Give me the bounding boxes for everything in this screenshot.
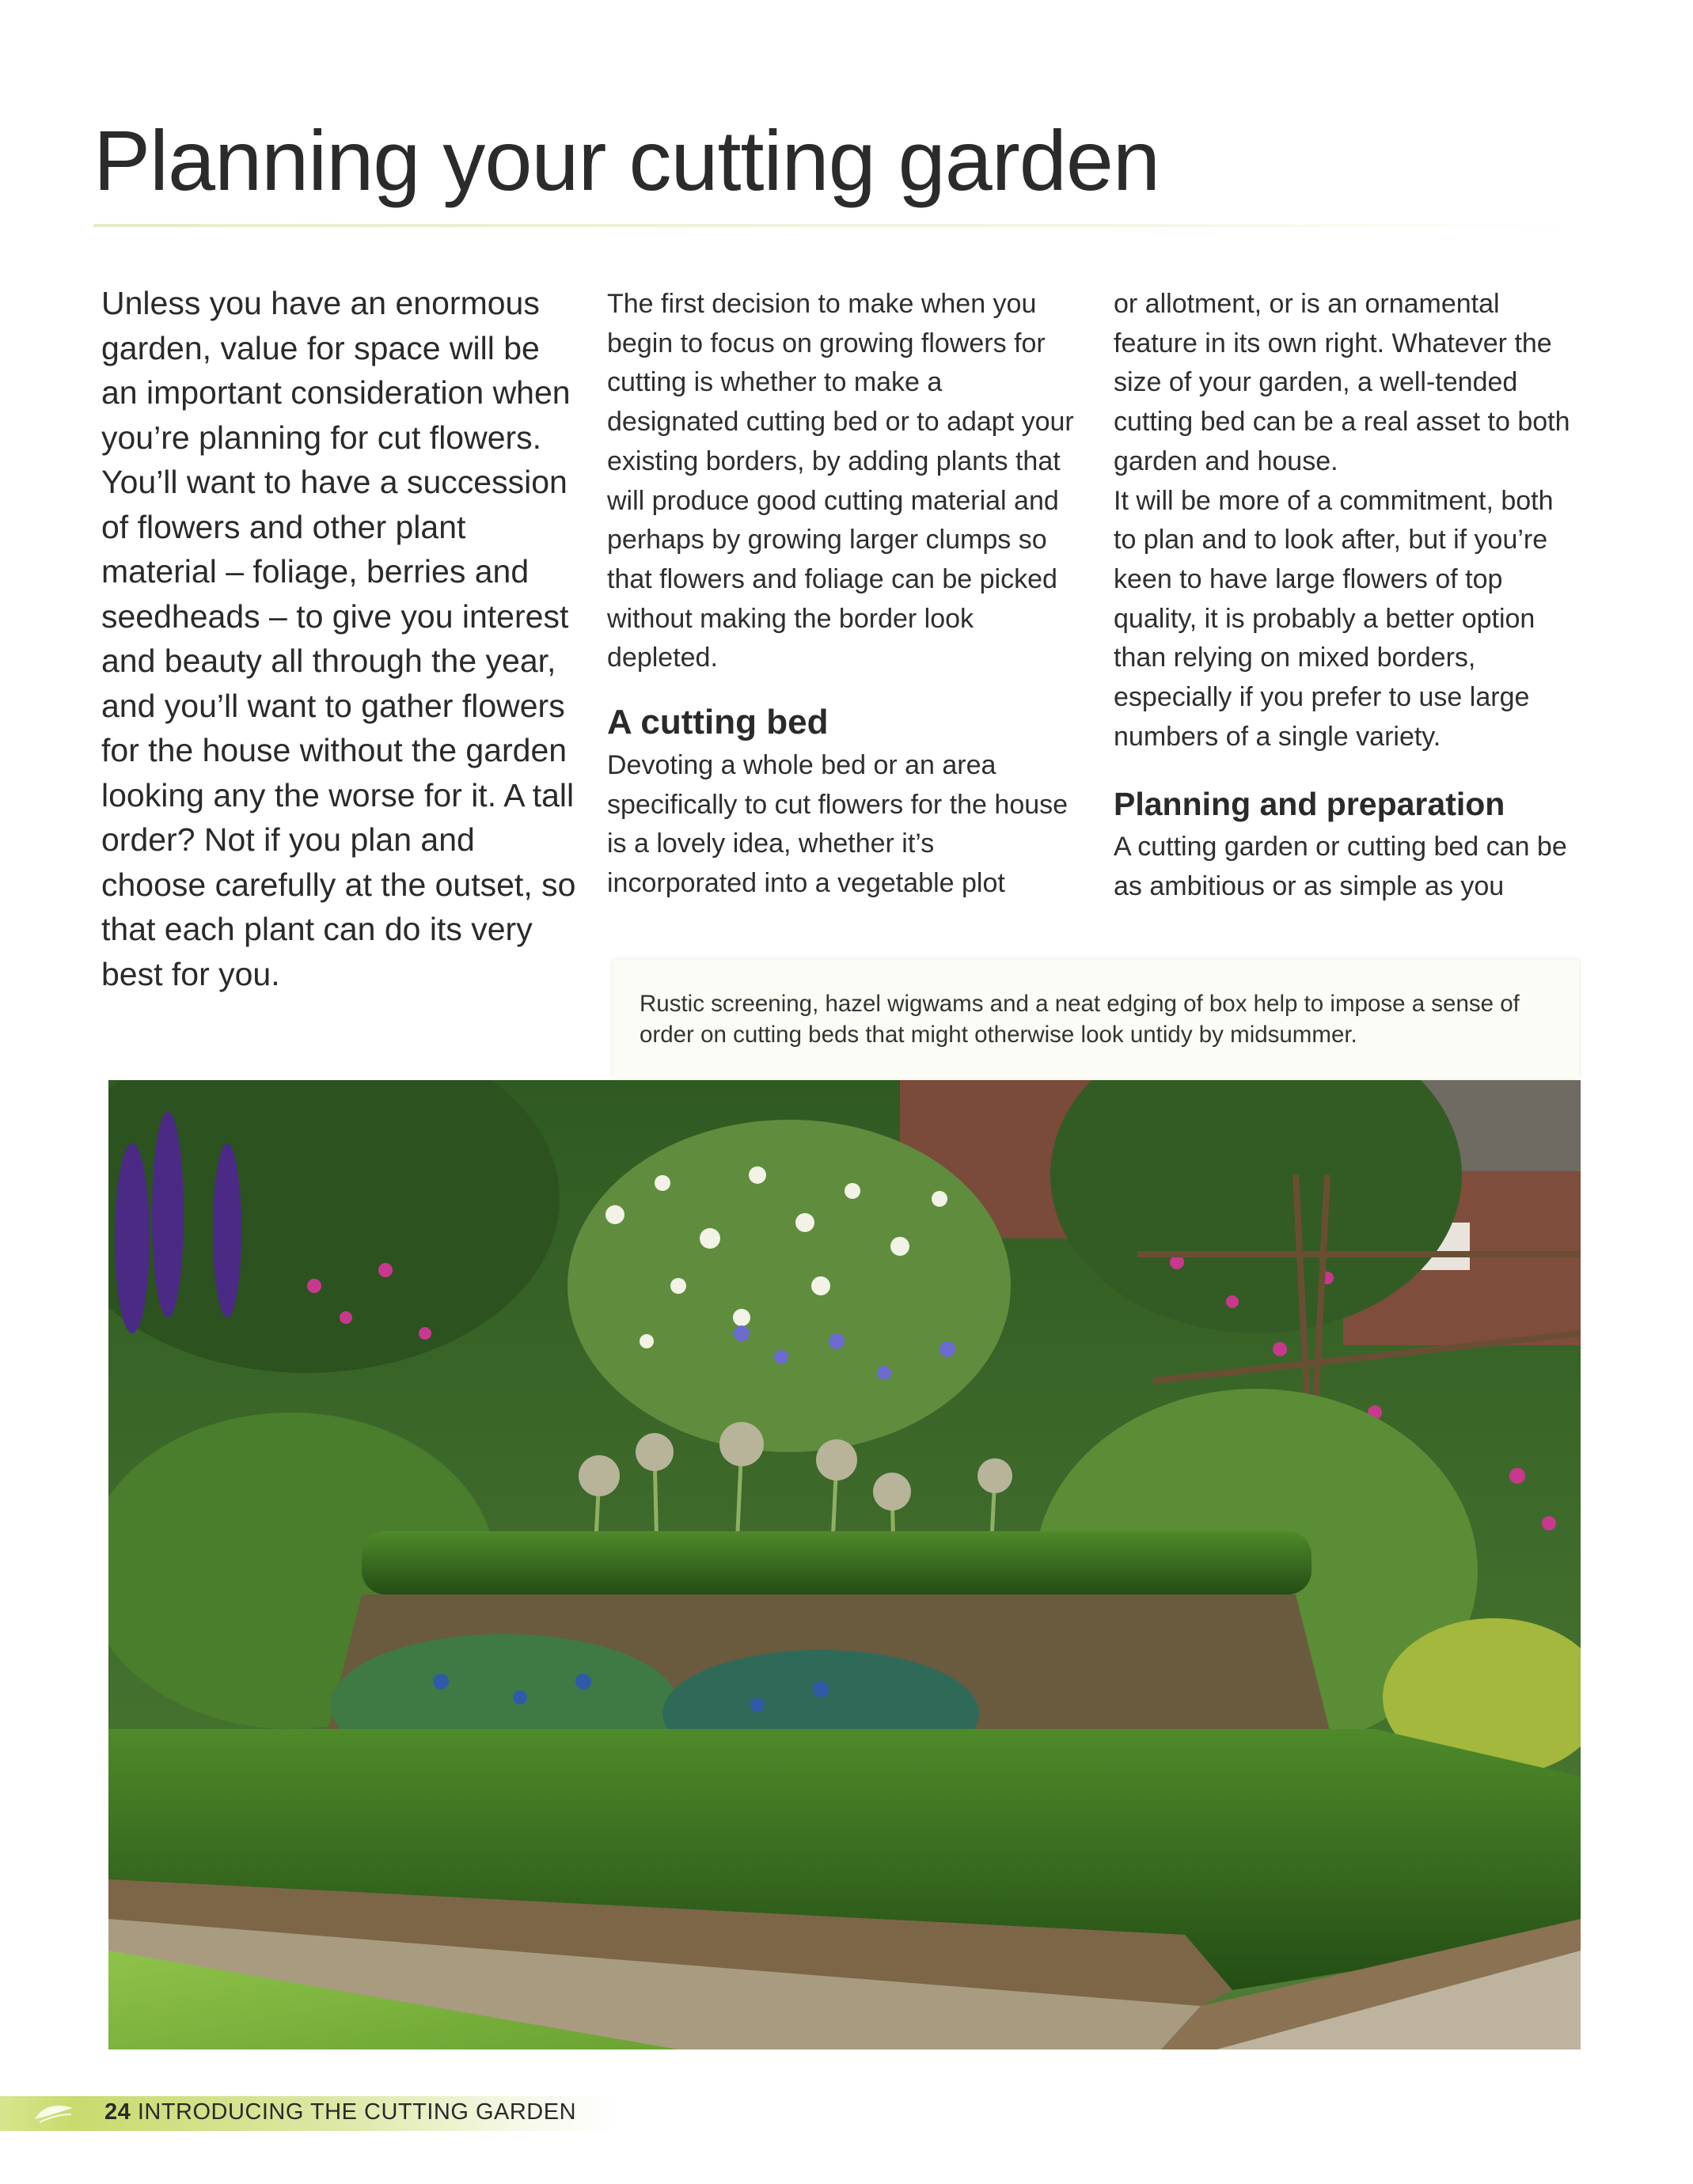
page-number: 24 bbox=[104, 2099, 131, 2125]
heading-planning-preparation: Planning and preparation bbox=[1114, 786, 1505, 823]
footer-section-title: INTRODUCING THE CUTTING GARDEN bbox=[137, 2099, 577, 2125]
text-column-2 bbox=[607, 285, 1074, 904]
heading-cutting-bed: A cutting bed bbox=[607, 703, 829, 742]
column3-paragraph-3: A cutting garden or cutting bed can be as ambitious or as simple as you bbox=[1114, 832, 1567, 902]
column3-paragraph-1: or allotment, or is an ornamental feature in its own right. Whatever the size of your garden, a well-tended cutting bed can be a real asset to both garden and house. bbox=[1114, 289, 1570, 476]
intro-paragraph: Unless you have an enormous garden, value for space will be an important consideration when you’re planning for cut flowers. You’ll want to have a succession of flowers and other plant material – foliage, berries and seedheads – to give you interest and beauty all through the year, and you’ll want to gather flowers for the house without the garden looking any the worse for it. A tall order? Not if you plan and choose carefully at the outset, so that each plant can do its very best for you. bbox=[101, 285, 576, 992]
footer-running-head bbox=[104, 2099, 576, 2125]
column3-paragraph-2: It will be more of a commitment, both to plan and to look after, but if you’re keen to have large flowers of top quality, it is probably a better option than relying on mixed borders, especially if you prefer to use large numbers of a single variety. bbox=[1114, 485, 1554, 752]
leaf-icon bbox=[32, 2100, 79, 2127]
photo-caption: Rustic screening, hazel wigwams and a neat edging of box help to impose a sense of order on cutting beds that might otherwise look untidy by midsummer. bbox=[640, 991, 1520, 1048]
garden-photo bbox=[108, 1080, 1581, 2049]
column2-paragraph-2: Devoting a whole bed or an area specifically to cut flowers for the house is a lovely idea, whether it’s incorporated into a vegetable plot bbox=[607, 750, 1069, 899]
text-column-3 bbox=[1114, 285, 1581, 907]
page-title: Planning your cutting garden bbox=[93, 112, 1160, 208]
column2-paragraph-1: The first decision to make when you begin to focus on growing flowers for cutting is whether to make a designated cutting bed or to adapt your existing borders, by adding plants that will produce good cutting material and perhaps by growing larger clumps so that flowers and foliage can be picked without making the border look depleted. bbox=[607, 289, 1074, 673]
title-divider bbox=[93, 224, 1581, 227]
